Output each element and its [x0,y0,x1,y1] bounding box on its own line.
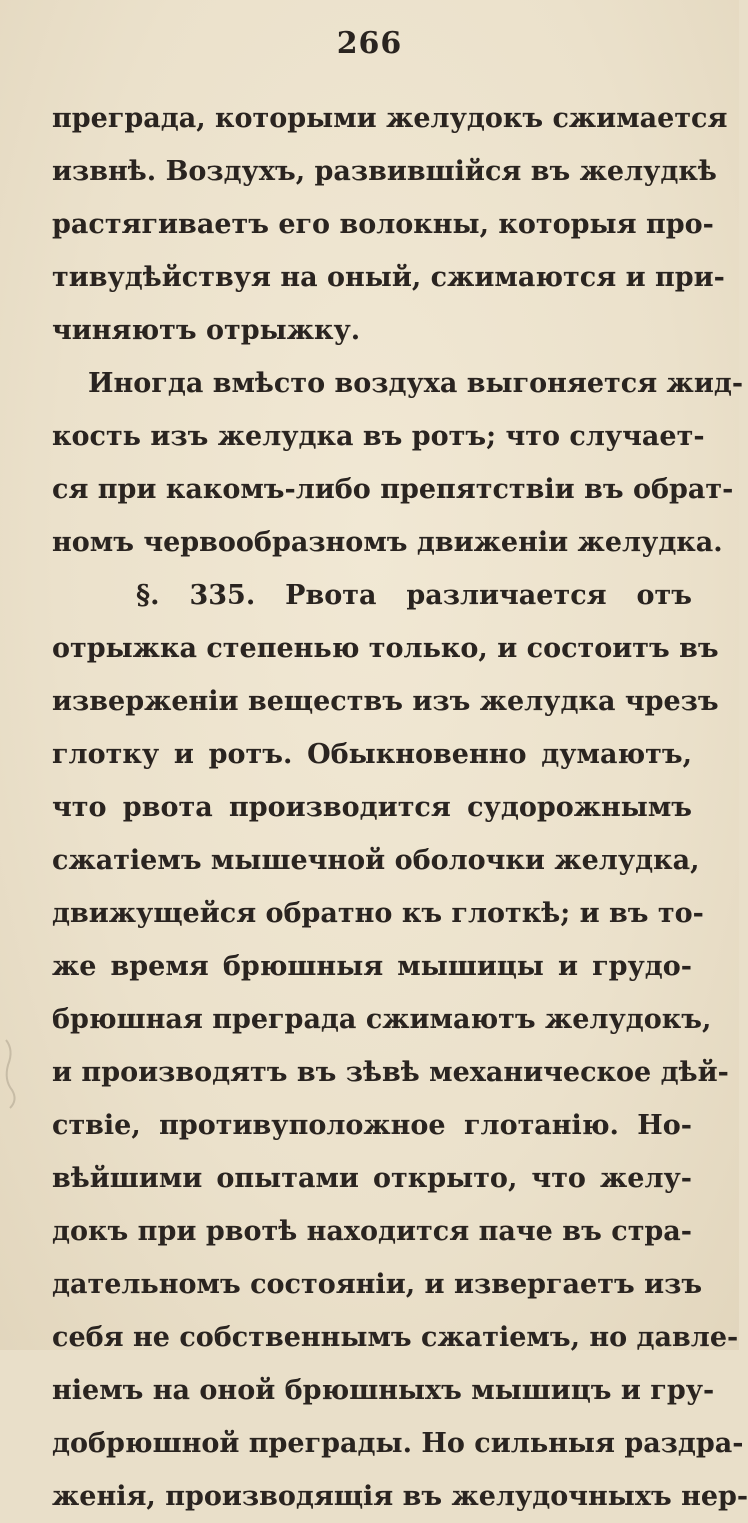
text-line: дательномъ состояніи, и извергаетъ изъ [52,1269,703,1300]
text-line: номъ червообразномъ движеніи желудка. [52,527,723,558]
text-line: вѣйшими опытами открыто, что желу- [52,1163,692,1194]
text-line: ся при какомъ-либо препятствіи въ обрат- [52,474,734,505]
text-line: преграда, которыми желудокъ сжимается [52,103,728,134]
text-line: что рвота производится судорожнымъ [52,792,692,823]
text-line: ніемъ на оной брюшныхъ мышицъ и гру- [52,1375,715,1406]
text-line: брюшная преграда сжимаютъ желудокъ, [52,1004,712,1035]
text-line: себя не собственнымъ сжатіемъ, но давле- [52,1322,739,1353]
text-line: сжатіемъ мышечной оболочки желудка, [52,845,700,876]
text-line: женія, производящія въ желудочныхъ нер- [52,1481,748,1512]
text-line: движущейся обратно къ глоткѣ; и въ то- [52,898,704,929]
text-line: же время брюшныя мышицы и грудо- [52,951,692,982]
text-line: отрыжка степенью только, и состоитъ въ [52,633,719,664]
text-line: изверженіи веществъ изъ желудка чрезъ [52,686,719,717]
text-line: глотку и ротъ. Обыкновенно думаютъ, [52,739,692,770]
text-line: докъ при рвотѣ находится паче въ стра- [52,1216,692,1247]
margin-smudge-icon [2,1030,26,1110]
text-line: Иногда вмѣсто воздуха выгоняется жид- [88,368,744,399]
text-line: тивудѣйствуя на оный, сжимаются и при- [52,262,725,293]
text-line: растягиваетъ его волокны, которыя про- [52,209,714,240]
section-heading-line: §. 335. Рвота различается отъ [136,580,692,611]
text-line: кость изъ желудка въ ротъ; что случает- [52,421,705,452]
text-line: чиняютъ отрыжку. [52,315,361,346]
text-line: ствіе, противуположное глотанію. Но- [52,1110,692,1141]
body-text [52,92,748,1523]
page-number: 266 [336,26,403,61]
text-line: и производятъ въ зѣвѣ механическое дѣй- [52,1057,729,1088]
text-line: извнѣ. Воздухъ, развившійся въ желудкѣ [52,156,717,187]
text-line: добрюшной преграды. Но сильныя раздра- [52,1428,744,1459]
